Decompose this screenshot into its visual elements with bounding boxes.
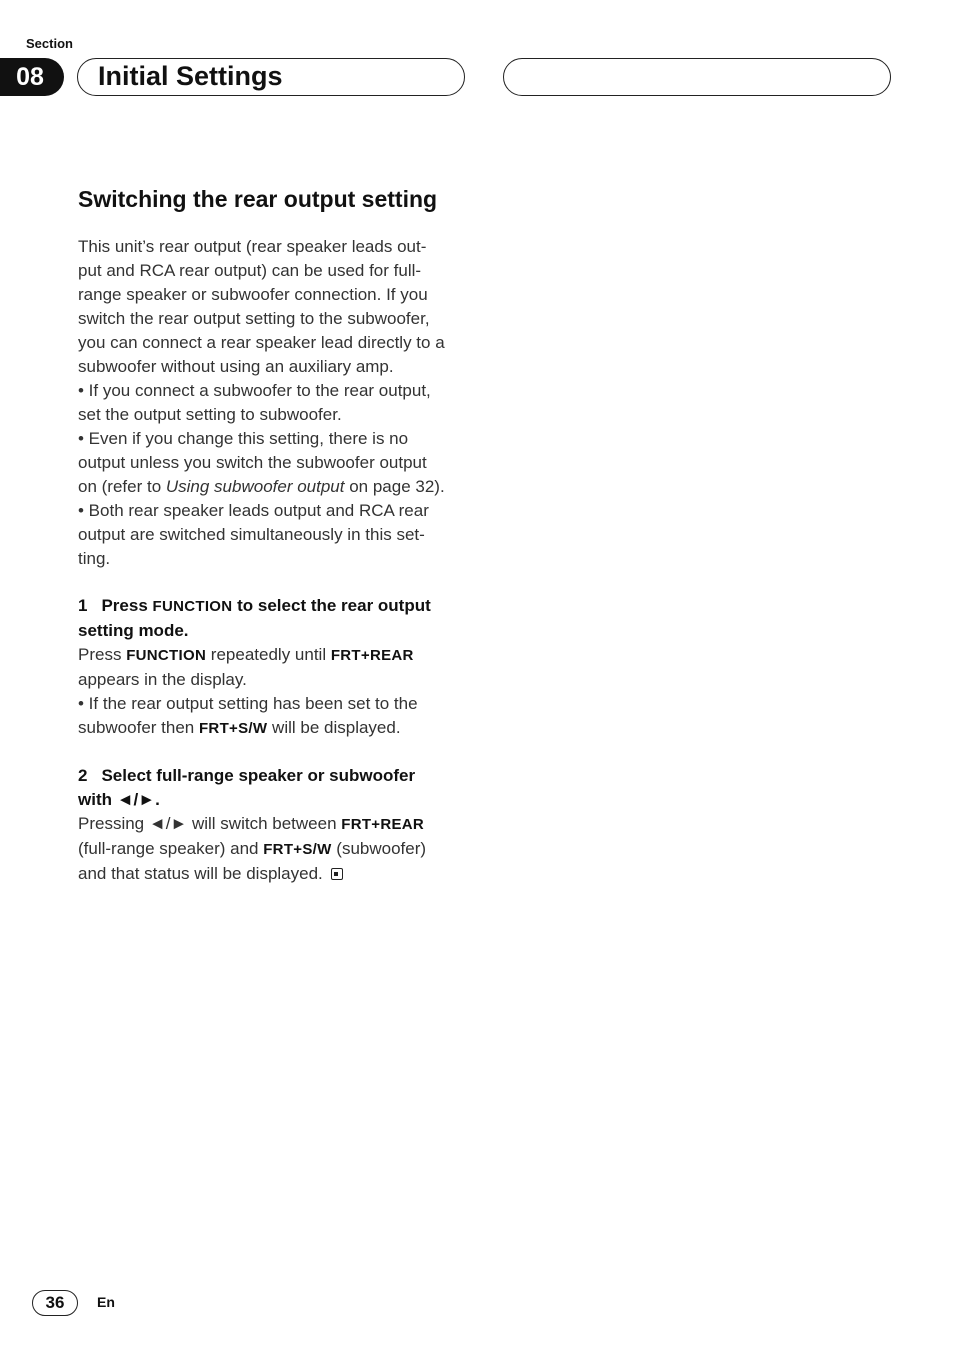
- display-label: FRT+REAR: [341, 816, 425, 833]
- intro-line: put and RCA rear output) can be used for full-: [78, 261, 422, 280]
- intro-line: This unit’s rear output (rear speaker leads out-: [78, 237, 427, 256]
- section-heading: Switching the rear output setting: [78, 186, 438, 212]
- bullet-line: set the output setting to subwoofer.: [78, 405, 342, 424]
- key-label: FUNCTION: [152, 598, 233, 615]
- title-box: [77, 58, 465, 96]
- key-label: FUNCTION: [126, 647, 207, 664]
- bullet-line: [78, 475, 470, 499]
- step-line: [78, 812, 470, 837]
- step-1-title: [78, 594, 470, 619]
- step-line: [78, 716, 470, 741]
- display-label: FRT+REAR: [330, 647, 414, 664]
- text-segment: to select the rear output: [232, 596, 431, 615]
- step-line: [78, 862, 470, 886]
- text-segment: on (refer to: [78, 477, 166, 496]
- text-segment: (full-range speaker) and: [78, 839, 264, 858]
- bullet-line: output are switched simultaneously in this set-: [78, 525, 425, 544]
- step-1-title-line2: setting mode.: [78, 621, 189, 640]
- body-text: [78, 235, 470, 886]
- step-line: • If the rear output setting has been set to the: [78, 694, 418, 713]
- section-label: Section: [26, 36, 73, 51]
- text-segment: Press: [101, 596, 153, 615]
- section-number-tab: 08: [0, 58, 64, 96]
- step-line: [78, 837, 470, 862]
- text-segment: Pressing ◄/► will switch between: [78, 814, 342, 833]
- display-label: FRT+S/W: [198, 720, 268, 737]
- bullet-line: ting.: [78, 549, 111, 568]
- text-segment: subwoofer then: [78, 718, 199, 737]
- text-segment: will be displayed.: [267, 718, 401, 737]
- page-number: 36: [32, 1290, 78, 1316]
- cross-reference: Using subwoofer output: [165, 477, 345, 496]
- bullet-line: • Both rear speaker leads output and RCA rear: [78, 501, 429, 520]
- step-number: 2: [78, 766, 88, 785]
- text-segment: Select full-range speaker or subwoofer: [101, 766, 416, 785]
- step-2-title-line2: with ◄/►.: [78, 790, 160, 809]
- intro-line: subwoofer without using an auxiliary amp.: [78, 357, 394, 376]
- text-segment: on page 32).: [344, 477, 445, 496]
- page-title: Initial Settings: [98, 61, 283, 91]
- text-segment: repeatedly until: [206, 645, 331, 664]
- language-label: En: [97, 1294, 115, 1310]
- text-segment: (subwoofer): [331, 839, 427, 858]
- bullet-line: • If you connect a subwoofer to the rear output,: [78, 381, 431, 400]
- step-number: 1: [78, 596, 88, 615]
- text-segment: and that status will be displayed.: [78, 864, 323, 883]
- right-title-box: [503, 58, 891, 96]
- step-line: [78, 643, 470, 668]
- bullet-line: output unless you switch the subwoofer output: [78, 453, 427, 472]
- bullet-line: • Even if you change this setting, there is no: [78, 429, 409, 448]
- display-label: FRT+S/W: [263, 841, 332, 858]
- step-2-title: [78, 764, 470, 788]
- step-line: appears in the display.: [78, 670, 247, 689]
- intro-line: range speaker or subwoofer connection. If you: [78, 285, 428, 304]
- end-of-section-icon: [331, 868, 343, 880]
- intro-line: you can connect a rear speaker lead directly to a: [78, 333, 445, 352]
- text-segment: Press: [78, 645, 127, 664]
- intro-line: switch the rear output setting to the subwoofer,: [78, 309, 430, 328]
